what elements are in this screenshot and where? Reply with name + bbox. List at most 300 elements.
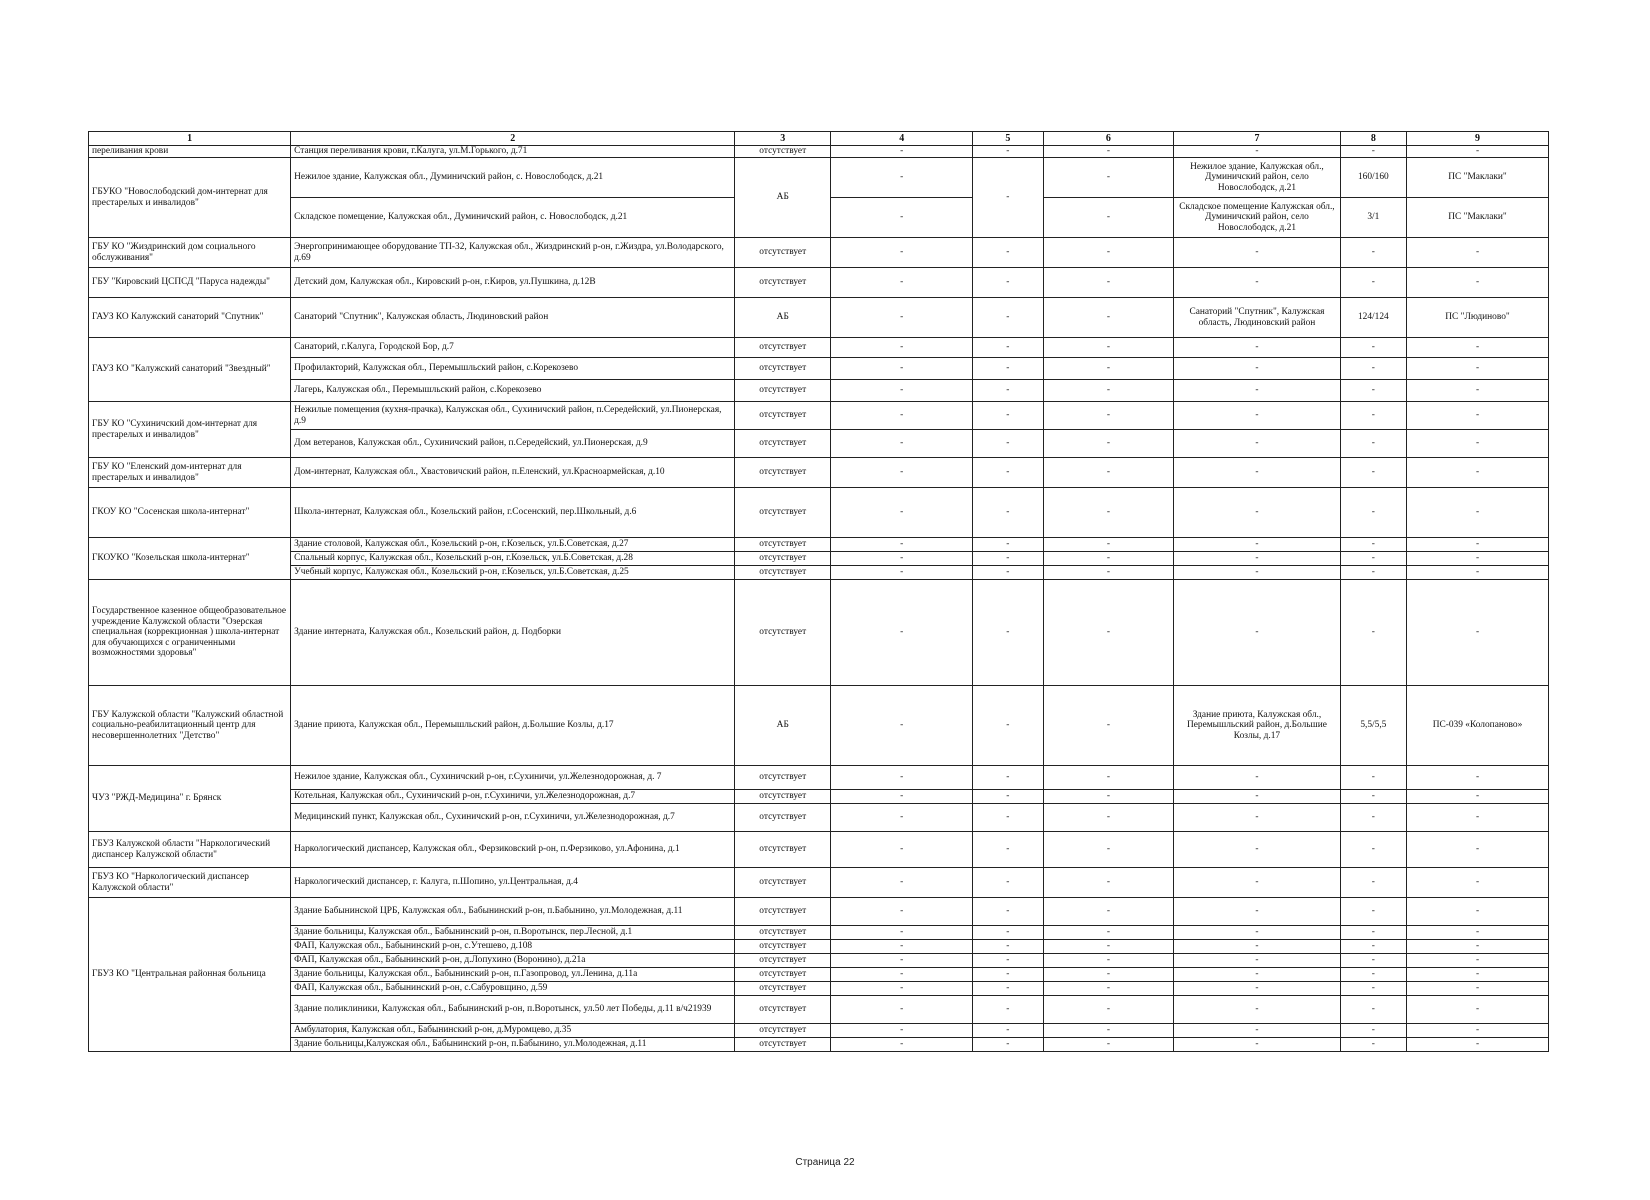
object-address-cell: Станция переливания крови, г.Калуга, ул.М.Горького, д.71 [291, 146, 735, 158]
value-cell: - [1043, 954, 1174, 968]
value-cell: - [831, 298, 973, 338]
value-cell: - [1043, 940, 1174, 954]
table-row [89, 968, 1549, 982]
table-row [89, 832, 1549, 868]
column-header: 2 [291, 132, 735, 146]
value-cell: - [1043, 198, 1174, 238]
value-cell: - [1174, 238, 1340, 268]
value-cell: отсутствует [735, 402, 831, 430]
value-cell: - [1407, 898, 1549, 926]
object-address-cell: Учебный корпус, Калужская обл., Козельский р-он, г.Козельск, ул.Б.Советская, д.25 [291, 566, 735, 580]
value-cell: - [1407, 1024, 1549, 1038]
value-cell: - [831, 566, 973, 580]
value-cell: - [1340, 968, 1406, 982]
value-cell: - [1407, 458, 1549, 488]
value-cell: - [1043, 926, 1174, 940]
value-cell: отсутствует [735, 580, 831, 686]
table-row [89, 1024, 1549, 1038]
value-cell: - [1340, 926, 1406, 940]
value-cell: - [973, 238, 1043, 268]
value-cell: отсутствует [735, 238, 831, 268]
value-cell: - [973, 868, 1043, 898]
value-cell: - [973, 1038, 1043, 1052]
value-cell: - [1407, 580, 1549, 686]
value-cell: - [1340, 940, 1406, 954]
value-cell: - [831, 1024, 973, 1038]
value-cell: - [1043, 158, 1174, 198]
table-row [89, 298, 1549, 338]
object-address-cell: Санаторий "Спутник", Калужская область, Людиновский район [291, 298, 735, 338]
value-cell: - [831, 552, 973, 566]
table-row [89, 982, 1549, 996]
value-cell: - [1407, 832, 1549, 868]
value-cell: - [1407, 982, 1549, 996]
value-cell: - [831, 238, 973, 268]
value-cell: - [1174, 804, 1340, 832]
column-header: 4 [831, 132, 973, 146]
object-address-cell: Котельная, Калужская обл., Сухиничский р-он, г.Сухиничи, ул.Железнодорожная, д.7 [291, 790, 735, 804]
value-cell: - [1340, 1024, 1406, 1038]
value-cell: отсутствует [735, 832, 831, 868]
value-cell: отсутствует [735, 358, 831, 380]
value-cell: - [1174, 898, 1340, 926]
value-cell: отсутствует [735, 982, 831, 996]
value-cell: - [1407, 926, 1549, 940]
table-row [89, 940, 1549, 954]
value-cell: - [831, 402, 973, 430]
value-cell: отсутствует [735, 458, 831, 488]
value-cell: - [1340, 358, 1406, 380]
organization-cell: ГБУКО "Новослободский дом-интернат для престарелых и инвалидов" [89, 158, 291, 238]
object-address-cell: Нежилое здание, Калужская обл., Думиничский район, с. Новослободск, д.21 [291, 158, 735, 198]
value-cell: - [1043, 790, 1174, 804]
object-address-cell: Дом ветеранов, Калужская обл., Сухиничский район, п.Середейский, ул.Пионерская, д.9 [291, 430, 735, 458]
value-cell: - [1043, 146, 1174, 158]
table-row [89, 898, 1549, 926]
value-cell: - [973, 146, 1043, 158]
value-cell: отсутствует [735, 968, 831, 982]
object-address-cell: Дом-интернат, Калужская обл., Хвастовичский район, п.Еленский, ул.Красноармейская, д.10 [291, 458, 735, 488]
value-cell: - [973, 580, 1043, 686]
object-address-cell: Нежилые помещения (кухня-прачка), Калужская обл., Сухиничский район, п.Середейский, ул.Пионерская, д.9 [291, 402, 735, 430]
value-cell: - [1043, 686, 1174, 766]
table-row [89, 790, 1549, 804]
value-cell: отсутствует [735, 790, 831, 804]
table-row [89, 868, 1549, 898]
value-cell: - [973, 996, 1043, 1024]
value-cell: - [1043, 488, 1174, 538]
table-row [89, 954, 1549, 968]
table-row [89, 1038, 1549, 1052]
value-cell: - [973, 566, 1043, 580]
value-cell: - [973, 766, 1043, 790]
value-cell: - [1174, 1024, 1340, 1038]
value-cell: - [1340, 1038, 1406, 1052]
value-cell: - [1174, 766, 1340, 790]
value-cell: - [973, 158, 1043, 238]
object-address-cell: Здание Бабынинской ЦРБ, Калужская обл., Бабынинский р-он, п.Бабынино, ул.Молодежная, д.11 [291, 898, 735, 926]
value-cell: - [1340, 402, 1406, 430]
value-cell: - [973, 298, 1043, 338]
value-cell: - [831, 268, 973, 298]
value-cell: - [1407, 1038, 1549, 1052]
value-cell: - [831, 430, 973, 458]
column-header: 5 [973, 132, 1043, 146]
value-cell: Нежилое здание, Калужская обл., Думиничский район, село Новослободск, д.21 [1174, 158, 1340, 198]
object-address-cell: Здание больницы,Калужская обл., Бабынинский р-он, п.Бабынино, ул.Молодежная, д.11 [291, 1038, 735, 1052]
organization-cell: ГБУЗ Калужской области "Наркологический диспансер Калужской области" [89, 832, 291, 868]
value-cell: - [1174, 458, 1340, 488]
value-cell: - [831, 686, 973, 766]
value-cell: - [831, 146, 973, 158]
value-cell: - [1174, 926, 1340, 940]
value-cell: - [831, 982, 973, 996]
value-cell: - [1340, 996, 1406, 1024]
value-cell: - [831, 804, 973, 832]
object-address-cell: Наркологический диспансер, г. Калуга, п.Шопино, ул.Центральная, д.4 [291, 868, 735, 898]
object-address-cell: Наркологический диспансер, Калужская обл., Ферзиковский р-он, п.Ферзиково, ул.Афонина, д.1 [291, 832, 735, 868]
organization-cell: ГБУ КО "Жиздринский дом социального обслуживания" [89, 238, 291, 268]
value-cell: Здание приюта, Калужская обл., Перемышльский район, д.Большие Козлы, д.17 [1174, 686, 1340, 766]
value-cell: - [973, 268, 1043, 298]
object-address-cell: Медицинский пункт, Калужская обл., Сухиничский р-он, г.Сухиничи, ул.Железнодорожная, д.7 [291, 804, 735, 832]
value-cell: - [1043, 538, 1174, 552]
value-cell: ПС "Людиново" [1407, 298, 1549, 338]
value-cell: - [973, 926, 1043, 940]
value-cell: - [1340, 552, 1406, 566]
value-cell: ПС "Маклаки" [1407, 198, 1549, 238]
value-cell: - [1407, 238, 1549, 268]
value-cell: - [1407, 358, 1549, 380]
value-cell: - [1407, 566, 1549, 580]
table-row [89, 402, 1549, 430]
table-row [89, 552, 1549, 566]
column-header: 7 [1174, 132, 1340, 146]
value-cell: отсутствует [735, 1024, 831, 1038]
organization-cell: ГБУ КО "Сухиничский дом-интернат для престарелых и инвалидов" [89, 402, 291, 458]
value-cell: - [1407, 790, 1549, 804]
object-address-cell: Санаторий, г.Калуга, Городской Бор, д.7 [291, 338, 735, 358]
value-cell: - [1043, 458, 1174, 488]
object-address-cell: Энергопринимающее оборудование ТП-32, Калужская обл., Жиздринский р-он, г.Жиздра, ул.Володарского, д.69 [291, 238, 735, 268]
object-address-cell: Профилакторий, Калужская обл., Перемышльский район, с.Корекозево [291, 358, 735, 380]
value-cell: Складское помещение Калужская обл., Думиничский район, село Новослободск, д.21 [1174, 198, 1340, 238]
value-cell: - [1174, 146, 1340, 158]
value-cell: - [1340, 538, 1406, 552]
value-cell: 5,5/5,5 [1340, 686, 1406, 766]
value-cell: - [1043, 552, 1174, 566]
value-cell: - [1340, 804, 1406, 832]
value-cell: отсутствует [735, 868, 831, 898]
table-row [89, 146, 1549, 158]
value-cell: - [973, 1024, 1043, 1038]
value-cell: - [1043, 298, 1174, 338]
value-cell: отсутствует [735, 1038, 831, 1052]
value-cell: - [973, 832, 1043, 868]
table-row [89, 158, 1549, 198]
column-header: 6 [1043, 132, 1174, 146]
value-cell: отсутствует [735, 954, 831, 968]
value-cell: - [1043, 1024, 1174, 1038]
table-row [89, 268, 1549, 298]
value-cell: - [1340, 954, 1406, 968]
value-cell: - [973, 380, 1043, 402]
value-cell: - [1407, 538, 1549, 552]
column-header-row [89, 132, 1549, 146]
value-cell: - [973, 358, 1043, 380]
value-cell: отсутствует [735, 380, 831, 402]
table-row [89, 358, 1549, 380]
value-cell: - [1174, 790, 1340, 804]
value-cell: - [1174, 954, 1340, 968]
value-cell: отсутствует [735, 430, 831, 458]
value-cell: отсутствует [735, 926, 831, 940]
value-cell: - [1407, 488, 1549, 538]
object-address-cell: ФАП, Калужская обл., Бабынинский р-он, д.Лопухино (Воронино), д.21а [291, 954, 735, 968]
table-row [89, 430, 1549, 458]
organization-cell: ГКОУКО "Козельская школа-интернат" [89, 538, 291, 580]
page-number: Страница 22 [795, 1157, 855, 1168]
value-cell: Санаторий "Спутник", Калужская область, Людиновский район [1174, 298, 1340, 338]
object-address-cell: Здание больницы, Калужская обл., Бабынинский р-он, п.Воротынск, пер.Лесной, д.1 [291, 926, 735, 940]
object-address-cell: Детский дом, Калужская обл., Кировский р-он, г.Киров, ул.Пушкина, д.12В [291, 268, 735, 298]
object-address-cell: Здание больницы, Калужская обл., Бабынинский р-он, п.Газопровод, ул.Ленина, д.11а [291, 968, 735, 982]
value-cell: - [1407, 766, 1549, 790]
organization-cell: ГБУ "Кировский ЦСПСД "Паруса надежды" [89, 268, 291, 298]
value-cell: - [831, 358, 973, 380]
value-cell: - [1174, 268, 1340, 298]
value-cell: - [1340, 832, 1406, 868]
value-cell: - [1043, 982, 1174, 996]
value-cell: - [1407, 968, 1549, 982]
value-cell: отсутствует [735, 766, 831, 790]
value-cell: - [1174, 982, 1340, 996]
value-cell: - [1174, 940, 1340, 954]
value-cell: - [831, 488, 973, 538]
organization-cell: ЧУЗ "РЖД-Медицина" г. Брянск [89, 766, 291, 832]
value-cell: - [973, 538, 1043, 552]
table-row [89, 996, 1549, 1024]
data-table [88, 131, 1549, 1052]
value-cell: - [1407, 430, 1549, 458]
value-cell: - [831, 940, 973, 954]
value-cell: отсутствует [735, 338, 831, 358]
value-cell: - [1340, 338, 1406, 358]
table-row [89, 686, 1549, 766]
value-cell: - [831, 580, 973, 686]
table-row [89, 458, 1549, 488]
value-cell: - [1043, 968, 1174, 982]
value-cell: отсутствует [735, 552, 831, 566]
organization-cell: ГБУЗ КО "Центральная районная больница [89, 898, 291, 1052]
value-cell: - [1043, 268, 1174, 298]
object-address-cell: Лагерь, Калужская обл., Перемышльский район, с.Корекозево [291, 380, 735, 402]
value-cell: отсутствует [735, 566, 831, 580]
table-row [89, 804, 1549, 832]
organization-cell: ГАУЗ КО "Калужский санаторий "Звездный" [89, 338, 291, 402]
value-cell: - [1407, 380, 1549, 402]
value-cell: - [1043, 338, 1174, 358]
value-cell: - [1407, 268, 1549, 298]
organization-cell: переливания крови [89, 146, 291, 158]
value-cell: - [973, 968, 1043, 982]
object-address-cell: Амбулатория, Калужская обл., Бабынинский р-он, д.Муромцево, д.35 [291, 1024, 735, 1038]
value-cell: - [1174, 358, 1340, 380]
table-row [89, 566, 1549, 580]
value-cell: - [1407, 402, 1549, 430]
value-cell: - [1043, 898, 1174, 926]
value-cell: - [831, 538, 973, 552]
value-cell: - [1407, 940, 1549, 954]
value-cell: - [973, 552, 1043, 566]
value-cell: - [831, 766, 973, 790]
value-cell: - [1174, 538, 1340, 552]
value-cell: - [973, 430, 1043, 458]
value-cell: - [1340, 268, 1406, 298]
value-cell: - [1340, 380, 1406, 402]
organization-cell: ГАУЗ КО Калужский санаторий "Спутник" [89, 298, 291, 338]
value-cell: - [831, 1038, 973, 1052]
value-cell: 124/124 [1340, 298, 1406, 338]
value-cell: - [1407, 146, 1549, 158]
value-cell: отсутствует [735, 146, 831, 158]
value-cell: - [831, 926, 973, 940]
value-cell: - [973, 338, 1043, 358]
value-cell: - [1174, 488, 1340, 538]
object-address-cell: Здание поликлиники, Калужская обл., Бабынинский р-он, п.Воротынск, ул.50 лет Победы, д.11 в/ч21939 [291, 996, 735, 1024]
column-header: 1 [89, 132, 291, 146]
value-cell: - [1043, 402, 1174, 430]
value-cell: - [973, 488, 1043, 538]
value-cell: - [831, 968, 973, 982]
table-row [89, 338, 1549, 358]
column-header: 3 [735, 132, 831, 146]
value-cell: отсутствует [735, 538, 831, 552]
value-cell: - [1407, 338, 1549, 358]
column-header: 8 [1340, 132, 1406, 146]
value-cell: - [831, 198, 973, 238]
value-cell: - [1174, 832, 1340, 868]
value-cell: - [1043, 804, 1174, 832]
value-cell: - [831, 338, 973, 358]
value-cell: - [1043, 868, 1174, 898]
object-address-cell: Здание приюта, Калужская обл., Перемышльский район, д.Большие Козлы, д.17 [291, 686, 735, 766]
value-cell: - [1407, 804, 1549, 832]
value-cell: - [1043, 996, 1174, 1024]
value-cell: - [831, 458, 973, 488]
object-address-cell: Нежилое здание, Калужская обл., Сухиничский р-он, г.Сухиничи, ул.Железнодорожная, д. 7 [291, 766, 735, 790]
object-address-cell: ФАП, Калужская обл., Бабынинский р-он, с.Сабуровщино, д.59 [291, 982, 735, 996]
value-cell: - [1174, 996, 1340, 1024]
object-address-cell: Здание столовой, Калужская обл., Козельский р-он, г.Козельск, ул.Б.Советская, д.27 [291, 538, 735, 552]
value-cell: - [831, 868, 973, 898]
column-header: 9 [1407, 132, 1549, 146]
value-cell: - [1340, 580, 1406, 686]
value-cell: - [1340, 766, 1406, 790]
value-cell: - [831, 898, 973, 926]
value-cell: - [1340, 488, 1406, 538]
object-address-cell: Складское помещение, Калужская обл., Думиничский район, с. Новослободск, д.21 [291, 198, 735, 238]
value-cell: - [1340, 238, 1406, 268]
value-cell: ПС-039 «Колопаново» [1407, 686, 1549, 766]
value-cell: отсутствует [735, 996, 831, 1024]
value-cell: - [1174, 968, 1340, 982]
value-cell: - [973, 940, 1043, 954]
value-cell: - [1340, 790, 1406, 804]
value-cell: АБ [735, 158, 831, 238]
object-address-cell: Школа-интернат, Калужская обл., Козельский район, г.Сосенский, пер.Школьный, д.6 [291, 488, 735, 538]
value-cell: - [973, 982, 1043, 996]
value-cell: - [1043, 832, 1174, 868]
table-body [89, 132, 1549, 1052]
value-cell: - [831, 790, 973, 804]
value-cell: - [1340, 146, 1406, 158]
organization-cell: ГБУ КО "Еленский дом-интернат для престарелых и инвалидов" [89, 458, 291, 488]
value-cell: - [1174, 338, 1340, 358]
organization-cell: ГБУЗ КО "Наркологический диспансер Калужской области" [89, 868, 291, 898]
value-cell: - [1174, 868, 1340, 898]
value-cell: отсутствует [735, 898, 831, 926]
value-cell: отсутствует [735, 488, 831, 538]
value-cell: - [1340, 982, 1406, 996]
value-cell: - [1174, 566, 1340, 580]
object-address-cell: ФАП, Калужская обл., Бабынинский р-он, с.Утешево, д.108 [291, 940, 735, 954]
value-cell: - [1174, 552, 1340, 566]
value-cell: - [1043, 380, 1174, 402]
value-cell: - [973, 402, 1043, 430]
table-row [89, 538, 1549, 552]
table-row [89, 488, 1549, 538]
value-cell: - [973, 898, 1043, 926]
value-cell: - [1174, 430, 1340, 458]
value-cell: - [1043, 566, 1174, 580]
table-row [89, 380, 1549, 402]
value-cell: - [1340, 430, 1406, 458]
value-cell: - [1407, 954, 1549, 968]
value-cell: отсутствует [735, 804, 831, 832]
value-cell: - [831, 158, 973, 198]
object-address-cell: Здание интерната, Калужская обл., Козельский район, д. Подборки [291, 580, 735, 686]
value-cell: - [973, 790, 1043, 804]
value-cell: - [1043, 1038, 1174, 1052]
value-cell: - [1340, 566, 1406, 580]
value-cell: - [973, 804, 1043, 832]
value-cell: 3/1 [1340, 198, 1406, 238]
value-cell: отсутствует [735, 268, 831, 298]
organization-cell: ГБУ Калужской области "Калужский областной социально-реабилитационный центр для несовершеннолетних "Детство" [89, 686, 291, 766]
table-row [89, 580, 1549, 686]
value-cell: - [1043, 580, 1174, 686]
value-cell: - [973, 686, 1043, 766]
value-cell: - [831, 832, 973, 868]
value-cell: - [1407, 868, 1549, 898]
value-cell: 160/160 [1340, 158, 1406, 198]
value-cell: - [1407, 996, 1549, 1024]
value-cell: - [1340, 458, 1406, 488]
value-cell: - [831, 954, 973, 968]
value-cell: - [1340, 868, 1406, 898]
value-cell: - [1043, 766, 1174, 790]
table-row [89, 926, 1549, 940]
value-cell: - [1174, 402, 1340, 430]
value-cell: - [1043, 238, 1174, 268]
value-cell: - [1174, 380, 1340, 402]
value-cell: - [831, 996, 973, 1024]
value-cell: АБ [735, 298, 831, 338]
value-cell: - [1174, 1038, 1340, 1052]
table-row [89, 238, 1549, 268]
organization-cell: ГКОУ КО "Сосенская школа-интернат" [89, 488, 291, 538]
